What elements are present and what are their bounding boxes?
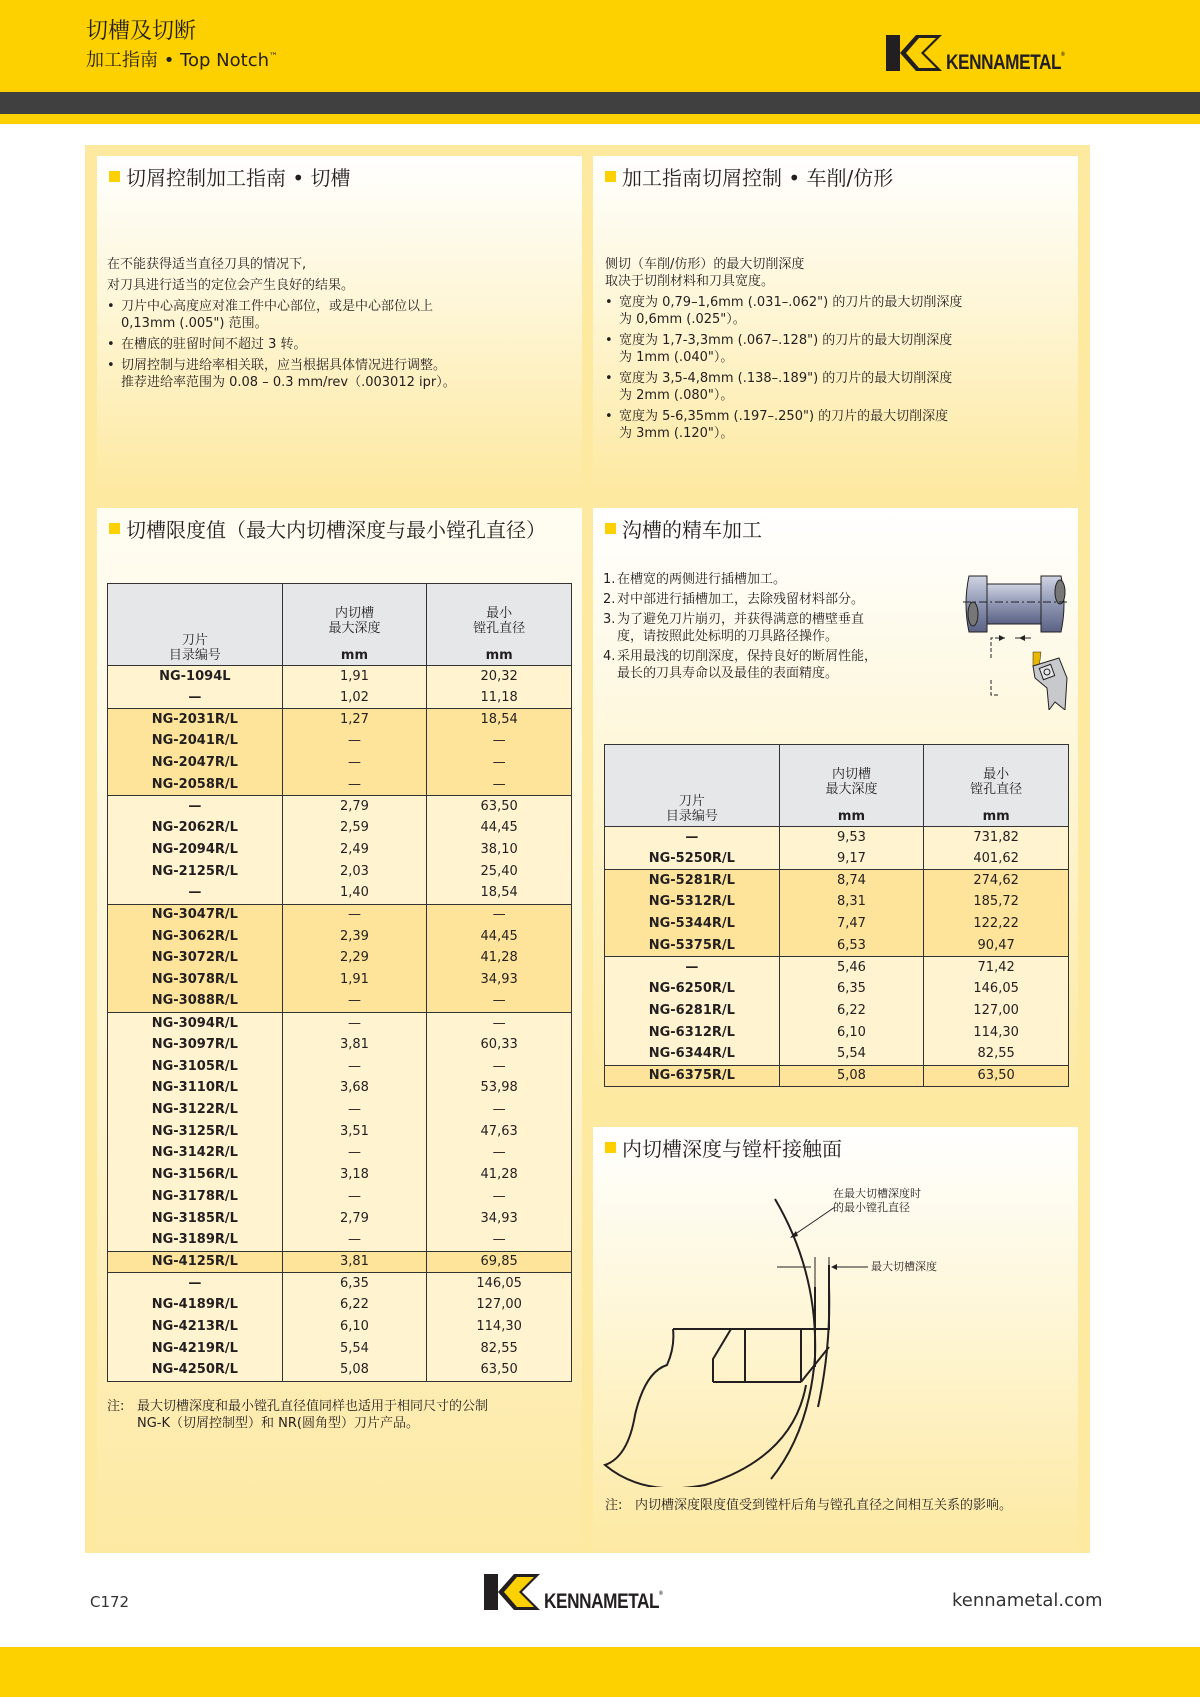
table-row [108, 1056, 572, 1078]
cell-min-bore: — [427, 1056, 572, 1078]
cell-min-bore: 47,63 [427, 1121, 572, 1143]
cell-max-depth: 8,74 [779, 870, 924, 892]
cell-max-depth: 9,17 [779, 848, 924, 870]
cell-max-depth: 2,49 [282, 839, 427, 861]
table-row [605, 935, 1069, 957]
cell-max-depth: 1,91 [282, 666, 427, 688]
table-row-group [605, 1065, 1069, 1087]
cell-min-bore: 25,40 [427, 861, 572, 883]
cell-insert-catalog: NG-6250R/L [605, 978, 780, 1000]
cell-insert-catalog: NG-3110R/L [108, 1078, 283, 1100]
cell-max-depth: 5,54 [282, 1338, 427, 1360]
cell-max-depth: 6,35 [282, 1273, 427, 1295]
cell-max-depth: — [282, 991, 427, 1013]
bullet-list [107, 298, 567, 391]
cell-min-bore: — [427, 731, 572, 753]
table-header-row [605, 745, 1069, 827]
cell-insert-catalog: NG-3185R/L [108, 1208, 283, 1230]
table-row [108, 1186, 572, 1208]
section-title: 切槽限度值（最大内切槽深度与最小镗孔直径） [109, 514, 546, 543]
table-row-group [605, 957, 1069, 1065]
step-item: 1. 在槽宽的两侧进行插槽加工。 [603, 572, 787, 587]
cell-max-depth: 3,81 [282, 1251, 427, 1273]
table-row [108, 839, 572, 861]
cell-max-depth: 2,59 [282, 817, 427, 839]
table-row [605, 870, 1069, 892]
cell-max-depth: 5,54 [779, 1043, 924, 1065]
cell-insert-catalog: NG-6312R/L [605, 1022, 780, 1044]
steps-list [603, 568, 903, 682]
cell-min-bore: 114,30 [427, 1316, 572, 1338]
cell-max-depth: — [282, 1229, 427, 1251]
website-link[interactable]: kennametal.com [952, 1590, 1103, 1611]
section-body: 侧切（车削/仿形）的最大切削深度 取决于切削材料和刀具宽度。 • 宽度为 0,79–1,6mm (.031–.062") 的刀片的最大切削深度为 0,6mm (.025"）。 • 宽度为 1,7-3,3mm (.067–.128") 的刀片的最大切削深度为 1mm (.040"）。 • 宽度为 3,5-4,8mm (.138–.189") 的刀片的最大切削深度为 2mm (.080"）。 • 宽度为 5-6,35mm (.197–.250") 的刀片的最大切削深度为 3mm (.120"）。 [605, 256, 1005, 442]
cell-min-bore: 34,93 [427, 1208, 572, 1230]
table-row [108, 991, 572, 1013]
table-row [108, 861, 572, 883]
table-row [605, 1065, 1069, 1087]
cell-min-bore: 41,28 [427, 947, 572, 969]
table-row [108, 1338, 572, 1360]
cell-insert-catalog: — [108, 882, 283, 904]
cell-min-bore: 69,85 [427, 1251, 572, 1273]
cell-min-bore: 63,50 [427, 796, 572, 818]
table-row [108, 1034, 572, 1056]
cell-min-bore: 122,22 [924, 913, 1069, 935]
column-header-insert-catalog: 刀片 目录编号 [605, 745, 780, 827]
yellow-square-icon [605, 523, 616, 534]
cell-insert-catalog: NG-4250R/L [108, 1360, 283, 1382]
table-row [605, 913, 1069, 935]
cell-max-depth: 9,53 [779, 827, 924, 849]
cell-insert-catalog: NG-5344R/L [605, 913, 780, 935]
cell-max-depth: 3,81 [282, 1034, 427, 1056]
column-header-max-depth: 内切槽 最大深度 mm [282, 584, 427, 666]
cell-insert-catalog: NG-3097R/L [108, 1034, 283, 1056]
cell-insert-catalog: — [108, 1273, 283, 1295]
bullet-item: • 宽度为 5-6,35mm (.197–.250") 的刀片的最大切削深度为 3mm (.120"）。 [605, 408, 960, 442]
cell-min-bore: 44,45 [427, 926, 572, 948]
cell-min-bore: — [427, 1186, 572, 1208]
diagram-note: 注: 内切槽深度限度值受到镗杆后角与镗孔直径之间相互关系的影响。 [605, 1498, 1013, 1513]
cell-insert-catalog: — [108, 796, 283, 818]
cell-min-bore: 401,62 [924, 848, 1069, 870]
cell-min-bore: — [427, 1099, 572, 1121]
cell-max-depth: — [282, 1099, 427, 1121]
cell-min-bore: 44,45 [427, 817, 572, 839]
table-row [108, 882, 572, 904]
table-row [108, 1251, 572, 1273]
cell-insert-catalog: NG-3088R/L [108, 991, 283, 1013]
cell-min-bore: 18,54 [427, 882, 572, 904]
table-row [108, 1273, 572, 1295]
cell-max-depth: 6,22 [282, 1294, 427, 1316]
section-body: 在不能获得适当直径刀具的情况下, 对刀具进行适当的定位会产生良好的结果。 • 刀片中心高度应对准工件中心部位，或是中心部位以上 0,13mm (.005") 范围。 • 在槽底的驻留时间不超过 3 转。 • 切屑控制与进给率相关联，应当根据具体情况进行调整。推荐进给率范围为 0.08 – 0.3 mm/rev（.003012 ipr）。 [107, 256, 567, 391]
kennametal-wordmark: KENNAMETAL® [946, 51, 1065, 74]
cell-insert-catalog: — [605, 957, 780, 979]
cell-insert-catalog: NG-3142R/L [108, 1143, 283, 1165]
cell-insert-catalog: NG-6281R/L [605, 1000, 780, 1022]
cell-max-depth: 7,47 [779, 913, 924, 935]
cell-insert-catalog: NG-3078R/L [108, 969, 283, 991]
yellow-square-icon [605, 1142, 616, 1153]
cell-min-bore: — [427, 904, 572, 926]
section-title: 沟槽的精车加工 [605, 514, 762, 543]
table-row [108, 817, 572, 839]
grooving-limits-table [107, 583, 572, 1382]
cell-min-bore: 82,55 [427, 1338, 572, 1360]
boring-bar-contact-diagram [593, 1187, 1078, 1491]
bullet-item: • 在槽底的驻留时间不超过 3 转。 [107, 336, 567, 353]
table-row [605, 957, 1069, 979]
table-row [108, 1078, 572, 1100]
table-row-group [108, 1013, 572, 1252]
header-thin-stripe [0, 114, 1200, 124]
section-title: 切屑控制加工指南 • 切槽 [109, 162, 351, 191]
cell-insert-catalog: NG-3125R/L [108, 1121, 283, 1143]
yellow-square-icon [605, 171, 616, 182]
cell-min-bore: 274,62 [924, 870, 1069, 892]
table-row-group [108, 1273, 572, 1381]
cell-insert-catalog: NG-3156R/L [108, 1164, 283, 1186]
cell-insert-catalog: NG-2058R/L [108, 774, 283, 796]
table-row [108, 1164, 572, 1186]
cell-min-bore: 34,93 [427, 969, 572, 991]
cell-min-bore: 146,05 [427, 1273, 572, 1295]
bullet-item: • 宽度为 3,5-4,8mm (.138–.189") 的刀片的最大切削深度为 2mm (.080"）。 [605, 370, 965, 404]
cell-insert-catalog: NG-3105R/L [108, 1056, 283, 1078]
cell-insert-catalog: NG-4219R/L [108, 1338, 283, 1360]
cell-max-depth: 5,08 [779, 1065, 924, 1087]
cell-max-depth: 6,53 [779, 935, 924, 957]
document-title: 切槽及切断 [86, 19, 197, 44]
cell-min-bore: 60,33 [427, 1034, 572, 1056]
table-row [108, 1208, 572, 1230]
cell-max-depth: 1,02 [282, 687, 427, 709]
step-item: 4. 采用最浅的切削深度，保持良好的断屑性能，最长的刀具寿命以及最佳的表面精度。 [603, 649, 878, 681]
table-row-group [108, 709, 572, 796]
footer-band [0, 1647, 1200, 1697]
cell-insert-catalog: NG-5375R/L [605, 935, 780, 957]
cell-min-bore: 41,28 [427, 1164, 572, 1186]
table-row [605, 827, 1069, 849]
cell-insert-catalog: NG-2062R/L [108, 817, 283, 839]
page-number: C172 [90, 1593, 130, 1611]
cell-insert-catalog: NG-3122R/L [108, 1099, 283, 1121]
bullet-item: • 宽度为 1,7-3,3mm (.067–.128") 的刀片的最大切削深度为 1mm (.040"）。 [605, 332, 965, 366]
cell-min-bore: 127,00 [427, 1294, 572, 1316]
yellow-square-icon [109, 523, 120, 534]
cell-insert-catalog: — [108, 687, 283, 709]
step-item: 2. 对中部进行插槽加工，去除残留材料部分。 [603, 592, 865, 607]
kennametal-k-icon [886, 33, 944, 73]
cell-max-depth: 2,03 [282, 861, 427, 883]
kennametal-k-icon [484, 1572, 542, 1612]
table-row [605, 1043, 1069, 1065]
cell-insert-catalog: NG-6375R/L [605, 1065, 780, 1087]
table-note: 注: 最大切槽深度和最小镗孔直径值同样也适用于相同尺寸的公制 NG-K（切屑控制型）和 NR(圆角型）刀片产品。 [107, 1399, 489, 1431]
cell-max-depth: 1,27 [282, 709, 427, 731]
cell-min-bore: 20,32 [427, 666, 572, 688]
cell-max-depth: 1,91 [282, 969, 427, 991]
cell-insert-catalog: NG-4125R/L [108, 1251, 283, 1273]
cell-insert-catalog: NG-3062R/L [108, 926, 283, 948]
cell-min-bore: 63,50 [427, 1360, 572, 1382]
cell-max-depth: — [282, 1186, 427, 1208]
cell-insert-catalog: NG-3178R/L [108, 1186, 283, 1208]
header-dark-stripe [0, 92, 1200, 114]
cell-max-depth: 2,79 [282, 796, 427, 818]
cell-insert-catalog: NG-6344R/L [605, 1043, 780, 1065]
table-row [108, 1316, 572, 1338]
cell-min-bore: 90,47 [924, 935, 1069, 957]
table-row [108, 666, 572, 688]
cell-max-depth: 5,46 [779, 957, 924, 979]
panel-chip-control-turning [593, 156, 1078, 489]
cell-max-depth: — [282, 752, 427, 774]
cell-min-bore: 146,05 [924, 978, 1069, 1000]
kennametal-logo-footer [484, 1572, 688, 1612]
cell-min-bore: 114,30 [924, 1022, 1069, 1044]
table-row [108, 1360, 572, 1382]
cell-min-bore: 38,10 [427, 839, 572, 861]
table-row [108, 1099, 572, 1121]
cell-max-depth: 2,79 [282, 1208, 427, 1230]
cell-min-bore: 71,42 [924, 957, 1069, 979]
cell-max-depth: 3,51 [282, 1121, 427, 1143]
table-row [108, 774, 572, 796]
cell-min-bore: — [427, 1229, 572, 1251]
table-row [108, 796, 572, 818]
groove-finishing-toolpath-illustration [963, 570, 1068, 714]
table-row [108, 1013, 572, 1035]
cell-max-depth: 3,68 [282, 1078, 427, 1100]
table-row [108, 926, 572, 948]
bullet-item: • 宽度为 0,79–1,6mm (.031–.062") 的刀片的最大切削深度为 0,6mm (.025"）。 [605, 294, 975, 328]
table-row-group [108, 1251, 572, 1273]
cell-max-depth: 6,10 [779, 1022, 924, 1044]
column-header-min-bore: 最小 镗孔直径 mm [924, 745, 1069, 827]
cell-insert-catalog: NG-5281R/L [605, 870, 780, 892]
table-row [108, 904, 572, 926]
cell-insert-catalog: NG-3094R/L [108, 1013, 283, 1035]
cell-max-depth: 1,40 [282, 882, 427, 904]
section-title: 内切槽深度与镗杆接触面 [605, 1133, 842, 1162]
cell-max-depth: — [282, 774, 427, 796]
cell-min-bore: 53,98 [427, 1078, 572, 1100]
cell-insert-catalog: NG-5312R/L [605, 892, 780, 914]
section-title: 加工指南切屑控制 • 车削/仿形 [605, 162, 893, 191]
cell-insert-catalog: NG-2047R/L [108, 752, 283, 774]
document-subtitle: 加工指南 • Top Notch™ [86, 50, 278, 71]
cell-min-bore: 185,72 [924, 892, 1069, 914]
kennametal-logo-header [886, 33, 1090, 73]
cell-insert-catalog: — [605, 827, 780, 849]
cell-max-depth: — [282, 1013, 427, 1035]
table-row [108, 1143, 572, 1165]
table-row [108, 1121, 572, 1143]
cell-max-depth: — [282, 1056, 427, 1078]
cell-max-depth: 5,08 [282, 1360, 427, 1382]
table-row [108, 731, 572, 753]
table-row [605, 892, 1069, 914]
groove-finishing-table [604, 744, 1069, 1087]
cell-insert-catalog: NG-2031R/L [108, 709, 283, 731]
table-row [108, 709, 572, 731]
bullet-item: • 切屑控制与进给率相关联，应当根据具体情况进行调整。推荐进给率范围为 0.08 – 0.3 mm/rev（.003012 ipr）。 [107, 357, 457, 391]
table-row [605, 1022, 1069, 1044]
cell-min-bore: — [427, 752, 572, 774]
column-header-max-depth: 内切槽 最大深度 mm [779, 745, 924, 827]
table-row [605, 848, 1069, 870]
table-row-group [108, 796, 572, 904]
cell-insert-catalog: NG-2125R/L [108, 861, 283, 883]
table-row [605, 978, 1069, 1000]
cell-insert-catalog: NG-4189R/L [108, 1294, 283, 1316]
cell-max-depth: — [282, 904, 427, 926]
cell-insert-catalog: NG-3047R/L [108, 904, 283, 926]
cell-min-bore: 63,50 [924, 1065, 1069, 1087]
cell-max-depth: 2,39 [282, 926, 427, 948]
table-row-group [605, 827, 1069, 870]
table-row [108, 1229, 572, 1251]
step-item: 3. 为了避免刀片崩刃，并获得满意的槽壁垂直度，请按照此处标明的刀具路径操作。 [603, 612, 865, 644]
table-row [108, 752, 572, 774]
cell-insert-catalog: NG-3189R/L [108, 1229, 283, 1251]
table-row-group [108, 666, 572, 709]
table-row [108, 687, 572, 709]
cell-max-depth: 6,10 [282, 1316, 427, 1338]
cell-min-bore: 127,00 [924, 1000, 1069, 1022]
cell-max-depth: 8,31 [779, 892, 924, 914]
table-row [108, 947, 572, 969]
cell-insert-catalog: NG-2094R/L [108, 839, 283, 861]
cell-min-bore: 18,54 [427, 709, 572, 731]
column-header-min-bore: 最小 镗孔直径 mm [427, 584, 572, 666]
cell-insert-catalog: NG-1094L [108, 666, 283, 688]
min-bore-label: 在最大切槽深度时 的最小镗孔直径 [833, 1187, 921, 1214]
cell-min-bore: — [427, 1013, 572, 1035]
cell-max-depth: 6,35 [779, 978, 924, 1000]
cell-max-depth: 2,29 [282, 947, 427, 969]
yellow-square-icon [109, 171, 120, 182]
cell-max-depth: — [282, 1143, 427, 1165]
cell-insert-catalog: NG-3072R/L [108, 947, 283, 969]
cell-max-depth: 6,22 [779, 1000, 924, 1022]
cell-insert-catalog: NG-5250R/L [605, 848, 780, 870]
cell-max-depth: 3,18 [282, 1164, 427, 1186]
table-header-row [108, 584, 572, 666]
cell-min-bore: 731,82 [924, 827, 1069, 849]
column-header-insert-catalog: 刀片 目录编号 [108, 584, 283, 666]
table-row-group [605, 870, 1069, 957]
table-row [605, 1000, 1069, 1022]
cell-min-bore: — [427, 991, 572, 1013]
panel-depth-contact [593, 1127, 1078, 1553]
kennametal-wordmark: KENNAMETAL® [544, 1590, 663, 1613]
max-depth-label: 最大切槽深度 [871, 1260, 937, 1273]
cell-insert-catalog: NG-4213R/L [108, 1316, 283, 1338]
table-row-group [108, 904, 572, 1012]
cell-min-bore: 82,55 [924, 1043, 1069, 1065]
cell-min-bore: 11,18 [427, 687, 572, 709]
cell-max-depth: — [282, 731, 427, 753]
bullet-item: • 刀片中心高度应对准工件中心部位，或是中心部位以上 0,13mm (.005") 范围。 [107, 298, 452, 332]
cell-min-bore: — [427, 1143, 572, 1165]
table-row [108, 969, 572, 991]
bullet-list [605, 294, 1005, 442]
cell-min-bore: — [427, 774, 572, 796]
table-row [108, 1294, 572, 1316]
cell-insert-catalog: NG-2041R/L [108, 731, 283, 753]
panel-chip-control-grooving [97, 156, 582, 489]
